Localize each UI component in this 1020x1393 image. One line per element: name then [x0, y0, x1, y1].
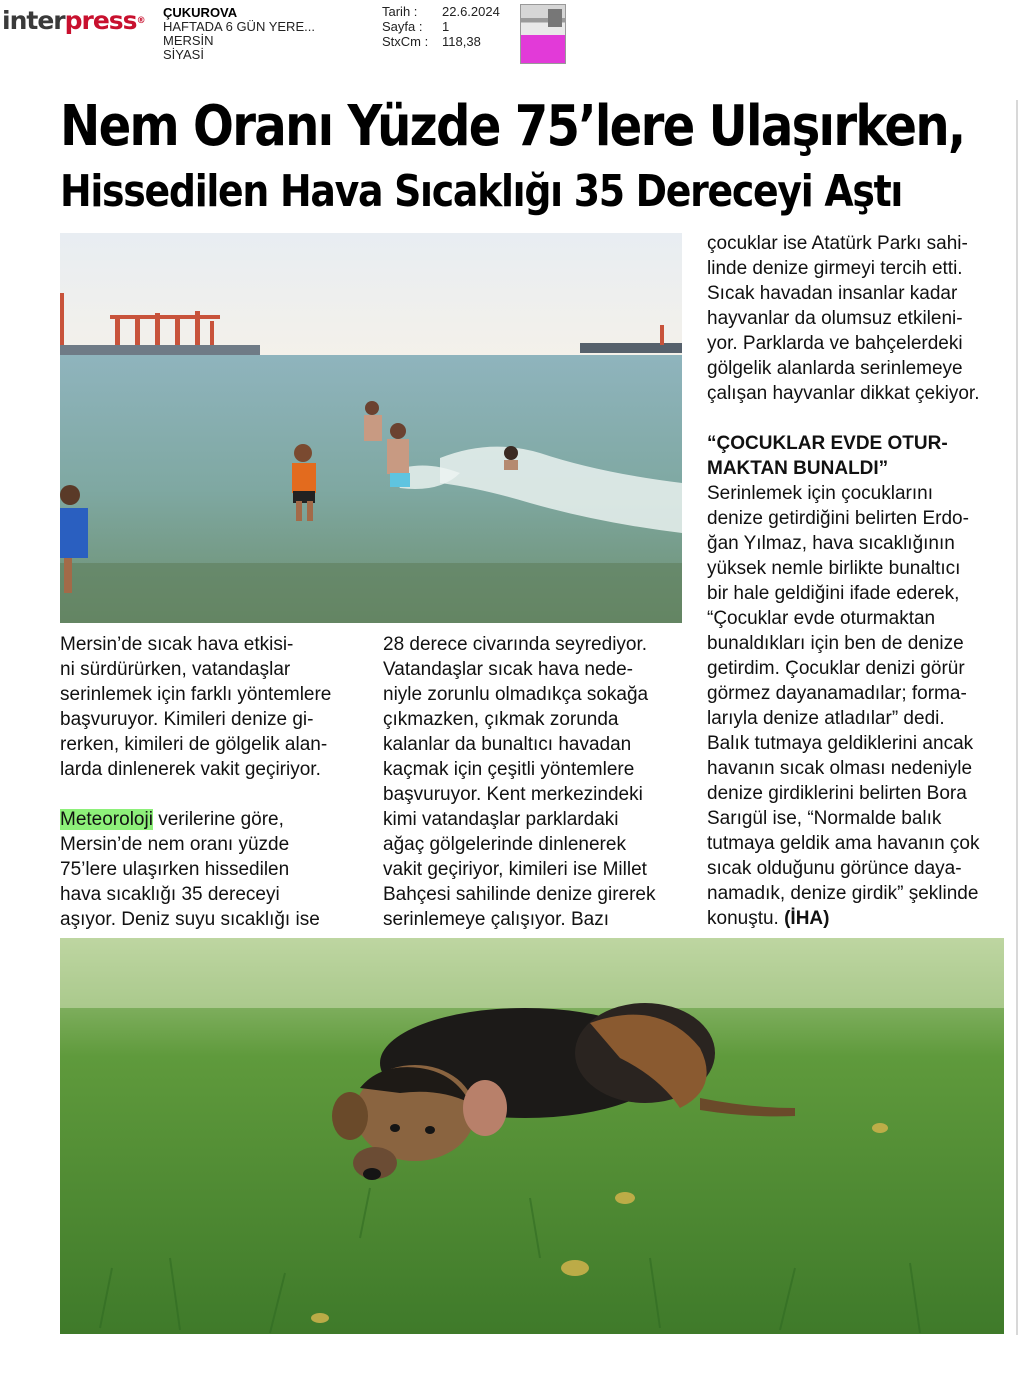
clipping-details — [382, 4, 500, 49]
headline — [60, 92, 1010, 222]
publication-frequency: HAFTADA 6 GÜN YERE... — [163, 19, 315, 34]
col1-paragraph-1: Mersin’de sıcak hava etkisi- ni sürdürürken, vatandaşlar serinlemek için farklı yöntemlere başvuruyor. Kimileri denize gi- rerken, kimileri de gölgelik alan- larda dinlenerek vakit geçiriyor. — [60, 634, 332, 780]
col3-paragraph-1: çocuklar ise Atatürk Parkı sahi- linde denize girmeyi tercih etti. Sıcak havadan insanlar kadar hayvanlar da olumsuz etkileni- yor. Parklarda ve bahçelerdeki gölgelik alanlarda serinlemeye çalışan hayvanlar dikkat çekiyor. — [707, 233, 980, 404]
headline-line-1: Nem Oranı Yüzde 75’lere Ulaşırken, — [60, 94, 965, 159]
page-thumbnail[interactable] — [520, 4, 566, 64]
article-column-2 — [383, 632, 688, 932]
photo-dog-in-grass — [60, 938, 1004, 1334]
headline-line-2: Hissedilen Hava Sıcaklığı 35 Dereceyi Aştı — [60, 166, 903, 217]
col1-paragraph-2: Meteoroloji verilerine göre, Mersin’de nem oranı yüzde 75’lere ulaşırken hissedilen hava sıcaklığı 35 dereceyi aşıyor. Deniz suyu sıcaklığı ise — [60, 809, 320, 930]
col2-paragraph: 28 derece civarında seyrediyor. Vatandaşlar sıcak hava nede- niyle zorunlu olmadıkça sokağa çıkmazken, çıkmak zorunda kalanlar da bunaltıcı havadan kaçmak için çeşitli yöntemlere başvuruyor. Kent merkezindeki kimi vatandaşlar parklardaki ağaç gölgelerinde dinlenerek vakit geçiriyor, kimileri ise Millet Bahçesi sahilinde denize girerek serinlemeye çalışıyor. Bazı — [383, 634, 656, 930]
date-row: Tarih : 22.6.2024 — [382, 4, 500, 19]
highlighted-keyword: Meteoroloji — [60, 809, 153, 830]
stxcm-value: 118,38 — [442, 34, 481, 49]
news-agency-credit: (İHA) — [784, 908, 830, 929]
photo-children-swimming — [60, 233, 682, 623]
dog-photo-illustration — [60, 938, 1004, 1334]
beach-photo-illustration — [60, 233, 682, 623]
stxcm-row: StxCm : 118,38 — [382, 34, 481, 49]
publication-info — [163, 6, 315, 62]
article-column-1 — [60, 632, 370, 932]
publication-city: MERSİN — [163, 33, 214, 48]
date-value: 22.6.2024 — [442, 4, 500, 19]
page-edge-rule — [1016, 100, 1018, 1335]
publication-name: ÇUKUROVA — [163, 5, 238, 20]
subheading: “ÇOCUKLAR EVDE OTUR- MAKTAN BUNALDI” — [707, 433, 948, 479]
page-value: 1 — [442, 19, 450, 34]
page-row: Sayfa : 1 — [382, 19, 450, 34]
article-column-3 — [707, 231, 1012, 931]
col3-paragraph-2: Serinlemek için çocuklarını denize getirdiğini belirten Erdo- ğan Yılmaz, hava sıcaklığının yüksek nemle birlikte bunaltıcı bir hale geldiğini ifade ederek, “Çocuklar evde oturmaktan bunaldıkları için ben de denize getirdim. Çocuklar denizi görür görmez dayanamadılar; forma- larıyla denize atladılar” dedi. Balık tutmaya geldiklerini ancak havanın sıcak olması nedeniyle denize girdiklerini belirten Bora Sarıgül ise, “Normalde balık tutmaya geldik ama havanın çok sıcak olduğunu görünce daya- namadık, denize girdik” şeklinde konuştu. (İHA) — [707, 483, 980, 929]
interpress-logo: interpress® — [2, 6, 145, 35]
publication-section: SİYASİ — [163, 47, 204, 62]
